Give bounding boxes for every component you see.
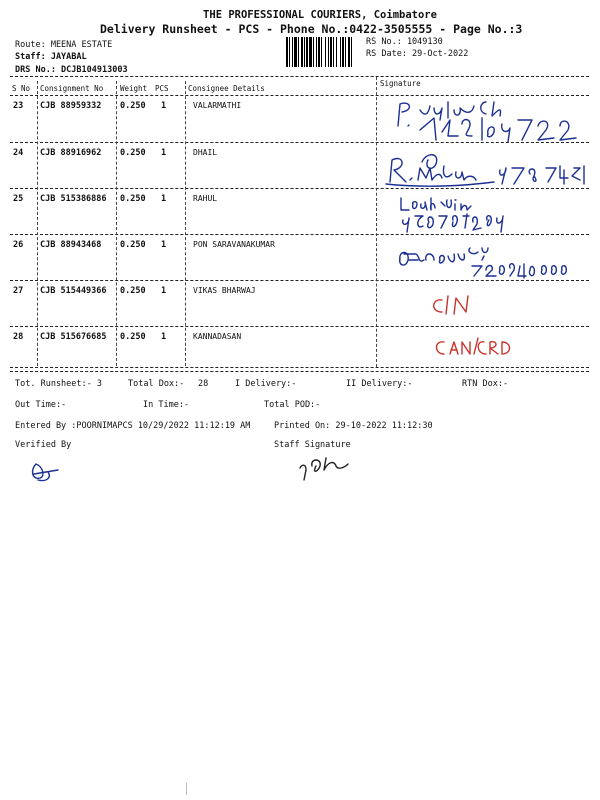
cell-sno: 27 <box>13 286 24 296</box>
cell-pcs: 1 <box>161 332 167 342</box>
verifier-signature <box>28 460 68 484</box>
cell-consignee: VIKAS BHARWAJ <box>193 286 256 295</box>
cell-sno: 26 <box>13 240 24 250</box>
rtn-dox: RTN Dox:- <box>462 379 509 389</box>
scan-artifact <box>186 783 187 795</box>
handwritten-mark-row-28 <box>432 336 512 360</box>
cell-pcs: 1 <box>161 194 167 204</box>
total-pod: Total POD:- <box>264 400 321 410</box>
cell-sno: 28 <box>13 332 24 342</box>
cell-consignment-no: CJB 88959332 <box>40 101 102 111</box>
handwritten-signature-row-25 <box>395 192 515 234</box>
cell-pcs: 1 <box>161 101 167 111</box>
rs-number: RS No.: 1049130 <box>366 37 443 47</box>
col-header-signature: Signature <box>380 79 421 88</box>
total-dox-value: 28 <box>198 379 209 389</box>
column-divider <box>376 77 377 367</box>
tot-runsheet: Tot. Runsheet:- 3 <box>15 379 102 389</box>
route-label: Route: MEENA ESTATE <box>15 40 113 50</box>
cell-weight: 0.250 <box>120 240 146 250</box>
col-header-pcs: PCS <box>155 84 169 93</box>
row-divider <box>10 280 589 281</box>
drs-number: DRS No.: DCJB104913003 <box>15 65 128 75</box>
cell-sno: 23 <box>13 101 24 111</box>
cell-weight: 0.250 <box>120 194 146 204</box>
cell-consignee: KANNADASAN <box>193 332 242 341</box>
cell-sno: 24 <box>13 148 24 158</box>
rs-date: RS Date: 29-Oct-2022 <box>366 49 469 59</box>
column-divider <box>37 81 38 366</box>
handwritten-mark-row-27 <box>428 292 478 318</box>
table-top-line <box>10 76 589 77</box>
total-dox-label: Total Dox:- <box>128 379 185 389</box>
column-divider <box>116 81 117 366</box>
row-divider <box>10 367 589 368</box>
i-delivery: I Delivery:- <box>235 379 297 389</box>
out-time: Out Time:- <box>15 400 67 410</box>
cell-pcs: 1 <box>161 148 167 158</box>
row-divider <box>10 188 589 189</box>
cell-weight: 0.250 <box>120 332 146 342</box>
company-title: THE PROFESSIONAL COURIERS, Coimbatore <box>203 9 437 21</box>
cell-weight: 0.250 <box>120 101 146 111</box>
col-header-consignment: Consignment No <box>40 84 104 93</box>
cell-consignment-no: CJB 515386886 <box>40 194 107 204</box>
ii-delivery: II Delivery:- <box>346 379 413 389</box>
staff-label: Staff: JAYABAL <box>15 52 87 62</box>
in-time: In Time:- <box>143 400 190 410</box>
runsheet-subtitle: Delivery Runsheet - PCS - Phone No.:0422-3505555 - Page No.:3 <box>100 22 523 36</box>
handwritten-signature-row-24 <box>384 146 594 188</box>
cell-sno: 25 <box>13 194 24 204</box>
row-divider <box>10 234 589 235</box>
cell-weight: 0.250 <box>120 286 146 296</box>
cell-consignee: PON SARAVANAKUMAR <box>193 240 275 249</box>
cell-consignee: DHAIL <box>193 148 218 157</box>
cell-pcs: 1 <box>161 240 167 250</box>
staff-signature <box>296 452 356 482</box>
printed-on: Printed On: 29-10-2022 11:12:30 <box>274 421 433 431</box>
col-header-weight: Weight <box>120 84 148 93</box>
cell-consignment-no: CJB 515676685 <box>40 332 107 342</box>
row-divider <box>10 326 589 327</box>
col-header-consignee: Consignee Details <box>188 84 265 93</box>
cell-consignment-no: CJB 88916962 <box>40 148 102 158</box>
table-bottom-line <box>10 371 589 372</box>
cell-weight: 0.250 <box>120 148 146 158</box>
cell-consignment-no: CJB 515449366 <box>40 286 107 296</box>
handwritten-signature-row-26 <box>394 240 584 280</box>
cell-consignee: VALARMATHI <box>193 101 242 110</box>
cell-pcs: 1 <box>161 286 167 296</box>
staff-signature-label: Staff Signature <box>274 440 351 450</box>
col-header-sno: S No <box>12 84 31 93</box>
barcode <box>286 37 361 67</box>
handwritten-signature-row-23 <box>390 96 590 144</box>
column-divider <box>185 81 186 366</box>
entered-by: Entered By :POORNIMAPCS 10/29/2022 11:12:19 AM <box>15 421 251 431</box>
cell-consignment-no: CJB 88943468 <box>40 240 102 250</box>
cell-consignee: RAHUL <box>193 194 218 203</box>
verified-by-label: Verified By <box>15 440 72 450</box>
